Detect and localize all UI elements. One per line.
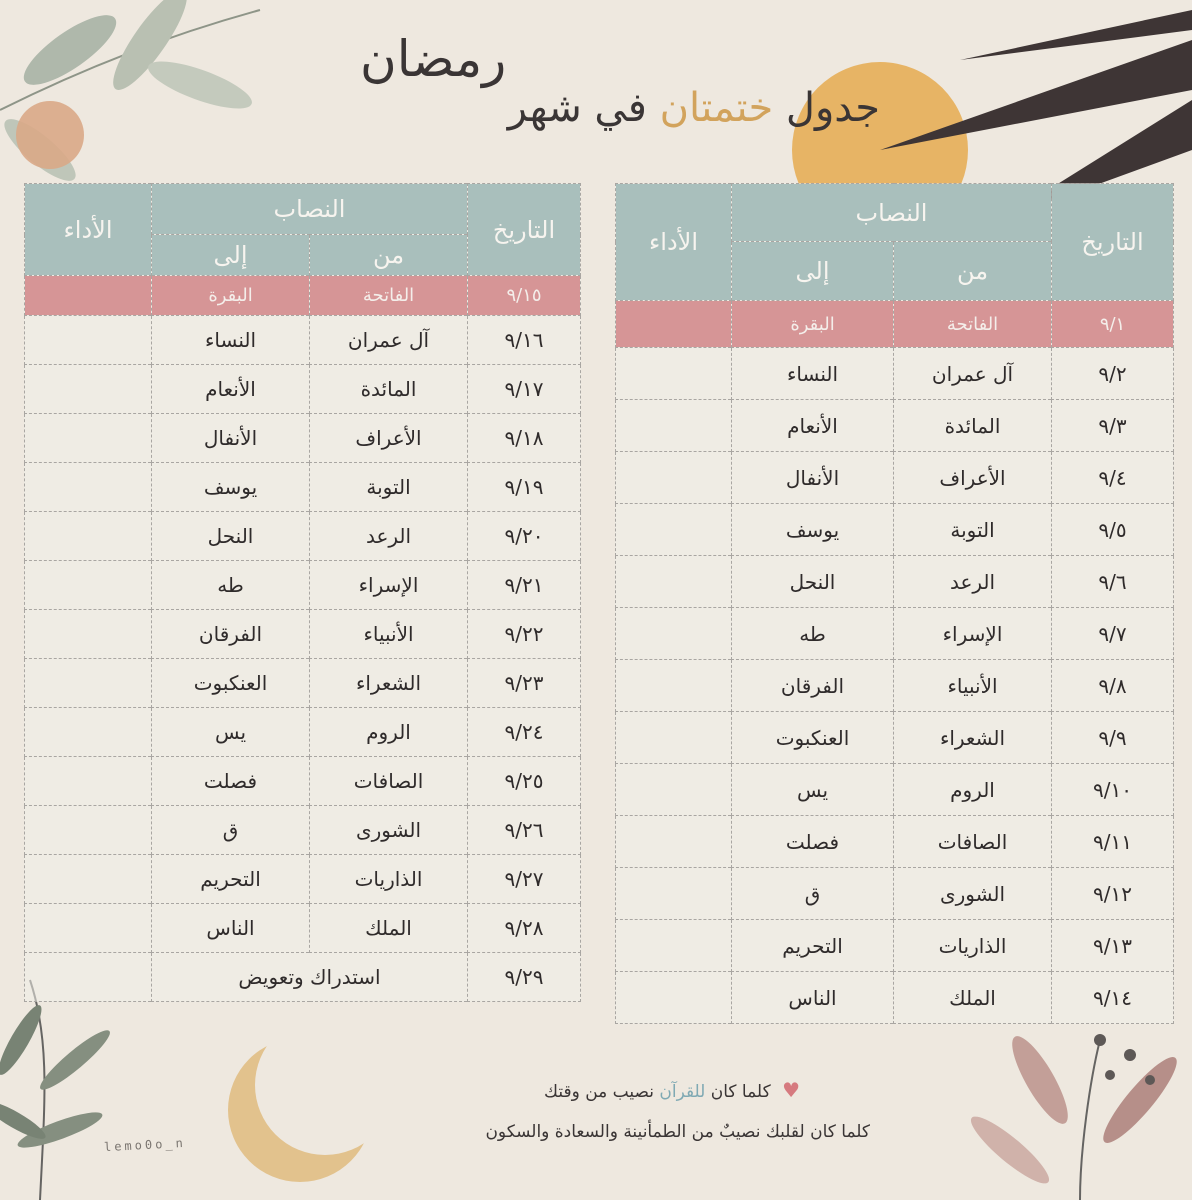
- date-cell: ٩/١٥: [468, 276, 581, 316]
- performance-cell[interactable]: [616, 660, 732, 712]
- performance-cell[interactable]: [25, 512, 152, 561]
- watermark: lemo0o_n: [103, 1135, 187, 1155]
- from-cell: الصافات: [310, 757, 468, 806]
- date-cell: ٩/٢٩: [468, 953, 581, 1002]
- from-cell: الأنبياء: [310, 610, 468, 659]
- performance-cell[interactable]: [25, 463, 152, 512]
- performance-cell[interactable]: [616, 868, 732, 920]
- date-cell: ٩/٢٧: [468, 855, 581, 904]
- to-cell: فصلت: [732, 816, 894, 868]
- to-cell: التحريم: [732, 920, 894, 972]
- date-cell: ٩/١٩: [468, 463, 581, 512]
- from-cell: المائدة: [894, 400, 1052, 452]
- table-row: [616, 301, 1174, 348]
- date-cell: ٩/١: [1052, 301, 1174, 348]
- performance-cell[interactable]: [25, 708, 152, 757]
- table-row: [25, 659, 581, 708]
- to-cell: النحل: [152, 512, 310, 561]
- performance-cell[interactable]: [616, 400, 732, 452]
- to-cell: طه: [152, 561, 310, 610]
- from-cell: الإسراء: [310, 561, 468, 610]
- from-cell: الأنبياء: [894, 660, 1052, 712]
- date-cell: ٩/١٤: [1052, 972, 1174, 1024]
- date-cell: ٩/٢٨: [468, 904, 581, 953]
- date-cell: ٩/٩: [1052, 712, 1174, 764]
- table-row: [25, 276, 581, 316]
- to-cell: الأنعام: [152, 365, 310, 414]
- performance-cell[interactable]: [616, 816, 732, 868]
- performance-cell[interactable]: [25, 806, 152, 855]
- from-cell: الملك: [894, 972, 1052, 1024]
- table-row: [616, 764, 1174, 816]
- table-row: [25, 855, 581, 904]
- from-cell: الشعراء: [310, 659, 468, 708]
- date-cell: ٩/١١: [1052, 816, 1174, 868]
- performance-cell[interactable]: [25, 610, 152, 659]
- to-cell: يس: [152, 708, 310, 757]
- date-cell: ٩/٢٣: [468, 659, 581, 708]
- table-row: [25, 904, 581, 953]
- table-row: [616, 504, 1174, 556]
- header-date: التاريخ: [468, 184, 581, 276]
- table-row: [616, 556, 1174, 608]
- table-row: [25, 414, 581, 463]
- to-cell: النساء: [732, 348, 894, 400]
- date-cell: ٩/٢٠: [468, 512, 581, 561]
- from-cell: آل عمران: [310, 316, 468, 365]
- performance-cell[interactable]: [616, 712, 732, 764]
- performance-cell[interactable]: [616, 348, 732, 400]
- from-cell: الروم: [310, 708, 468, 757]
- table-row: [616, 972, 1174, 1024]
- date-cell: ٩/١٧: [468, 365, 581, 414]
- performance-cell[interactable]: [25, 414, 152, 463]
- table-row: [25, 806, 581, 855]
- from-cell: الأعراف: [310, 414, 468, 463]
- ramadan-logo: رمضان: [360, 30, 507, 88]
- to-cell: الناس: [732, 972, 894, 1024]
- footer-line-2: كلما كان لقلبك نصيبٌ من الطمأنينة والسعادة والسكون: [485, 1122, 870, 1142]
- to-cell: النحل: [732, 556, 894, 608]
- date-cell: ٩/٢٥: [468, 757, 581, 806]
- to-cell: فصلت: [152, 757, 310, 806]
- table-row: [616, 868, 1174, 920]
- to-cell: العنكبوت: [152, 659, 310, 708]
- header-performance: الأداء: [616, 184, 732, 301]
- from-cell: الشورى: [894, 868, 1052, 920]
- date-cell: ٩/١٣: [1052, 920, 1174, 972]
- from-cell: التوبة: [894, 504, 1052, 556]
- performance-cell[interactable]: [25, 365, 152, 414]
- from-cell: التوبة: [310, 463, 468, 512]
- to-cell: الفرقان: [732, 660, 894, 712]
- from-cell: الذاريات: [310, 855, 468, 904]
- footer-line-1: ♥ كلما كان للقرآن نصيب من وقتك: [544, 1078, 800, 1102]
- from-cell: المائدة: [310, 365, 468, 414]
- performance-cell[interactable]: [25, 855, 152, 904]
- header-from: من: [894, 242, 1052, 301]
- quran-word: للقرآن: [659, 1082, 706, 1102]
- to-cell: يوسف: [732, 504, 894, 556]
- to-cell: البقرة: [732, 301, 894, 348]
- plant-bottom-left: [0, 980, 115, 1200]
- header-portion: النصاب: [732, 184, 1052, 242]
- header-portion: النصاب: [152, 184, 468, 235]
- performance-cell[interactable]: [25, 561, 152, 610]
- date-cell: ٩/٨: [1052, 660, 1174, 712]
- from-cell: الرعد: [310, 512, 468, 561]
- performance-cell[interactable]: [616, 764, 732, 816]
- title-suffix: في شهر: [507, 85, 647, 131]
- to-cell: الناس: [152, 904, 310, 953]
- small-peach-circle: [16, 101, 84, 169]
- schedule-table-first-half: [615, 183, 1174, 1024]
- to-cell: الفرقان: [152, 610, 310, 659]
- performance-cell[interactable]: [616, 452, 732, 504]
- from-cell: الصافات: [894, 816, 1052, 868]
- makeup-cell: استدراك وتعويض: [152, 953, 468, 1002]
- header-to: إلى: [152, 235, 310, 276]
- header-to: إلى: [732, 242, 894, 301]
- date-cell: ٩/٥: [1052, 504, 1174, 556]
- header-date: التاريخ: [1052, 184, 1174, 301]
- date-cell: ٩/٣: [1052, 400, 1174, 452]
- plant-bottom-right: [964, 1030, 1185, 1200]
- from-cell: الفاتحة: [310, 276, 468, 316]
- table-row: [616, 608, 1174, 660]
- date-cell: ٩/٢: [1052, 348, 1174, 400]
- table-row: [616, 712, 1174, 764]
- performance-cell[interactable]: [616, 920, 732, 972]
- from-cell: الذاريات: [894, 920, 1052, 972]
- from-cell: الشورى: [310, 806, 468, 855]
- to-cell: ق: [732, 868, 894, 920]
- date-cell: ٩/٦: [1052, 556, 1174, 608]
- from-cell: الرعد: [894, 556, 1052, 608]
- table-row: [616, 452, 1174, 504]
- to-cell: البقرة: [152, 276, 310, 316]
- table-row: [25, 561, 581, 610]
- page-title: [360, 30, 880, 150]
- to-cell: طه: [732, 608, 894, 660]
- performance-cell[interactable]: [616, 556, 732, 608]
- date-cell: ٩/٢٤: [468, 708, 581, 757]
- from-cell: الإسراء: [894, 608, 1052, 660]
- performance-cell[interactable]: [25, 276, 152, 316]
- table-row: [616, 816, 1174, 868]
- date-cell: ٩/٢٦: [468, 806, 581, 855]
- from-cell: الروم: [894, 764, 1052, 816]
- table-row-makeup: [25, 953, 581, 1002]
- table-row: [25, 463, 581, 512]
- date-cell: ٩/٧: [1052, 608, 1174, 660]
- performance-cell[interactable]: [616, 301, 732, 348]
- to-cell: يوسف: [152, 463, 310, 512]
- performance-cell[interactable]: [25, 904, 152, 953]
- table-row: [616, 660, 1174, 712]
- performance-cell[interactable]: [616, 608, 732, 660]
- from-cell: آل عمران: [894, 348, 1052, 400]
- to-cell: الأنفال: [152, 414, 310, 463]
- performance-cell[interactable]: [616, 972, 732, 1024]
- from-cell: الملك: [310, 904, 468, 953]
- to-cell: النساء: [152, 316, 310, 365]
- table-row: [25, 512, 581, 561]
- table-row: [616, 348, 1174, 400]
- table-row: [616, 400, 1174, 452]
- date-cell: ٩/١٨: [468, 414, 581, 463]
- to-cell: يس: [732, 764, 894, 816]
- crescent-moon: [228, 1015, 395, 1182]
- schedule-table-second-half: [24, 183, 581, 1002]
- table-row: [25, 365, 581, 414]
- title-text: [508, 85, 880, 131]
- header-from: من: [310, 235, 468, 276]
- date-cell: ٩/٢٢: [468, 610, 581, 659]
- date-cell: ٩/١٢: [1052, 868, 1174, 920]
- performance-cell[interactable]: [25, 953, 152, 1002]
- to-cell: التحريم: [152, 855, 310, 904]
- performance-cell[interactable]: [25, 757, 152, 806]
- table-row: [616, 920, 1174, 972]
- heart-icon: ♥: [782, 1078, 800, 1102]
- table-row: [25, 708, 581, 757]
- performance-cell[interactable]: [25, 316, 152, 365]
- from-cell: الفاتحة: [894, 301, 1052, 348]
- header-performance: الأداء: [25, 184, 152, 276]
- to-cell: العنكبوت: [732, 712, 894, 764]
- table-row: [25, 610, 581, 659]
- table-row: [25, 757, 581, 806]
- to-cell: الأنفال: [732, 452, 894, 504]
- from-cell: الشعراء: [894, 712, 1052, 764]
- to-cell: ق: [152, 806, 310, 855]
- to-cell: الأنعام: [732, 400, 894, 452]
- performance-cell[interactable]: [616, 504, 732, 556]
- from-cell: الأعراف: [894, 452, 1052, 504]
- table-row: [25, 316, 581, 365]
- title-accent: ختمتان: [659, 85, 774, 131]
- date-cell: ٩/١٦: [468, 316, 581, 365]
- performance-cell[interactable]: [25, 659, 152, 708]
- title-prefix: جدول: [785, 85, 880, 131]
- date-cell: ٩/٤: [1052, 452, 1174, 504]
- date-cell: ٩/١٠: [1052, 764, 1174, 816]
- date-cell: ٩/٢١: [468, 561, 581, 610]
